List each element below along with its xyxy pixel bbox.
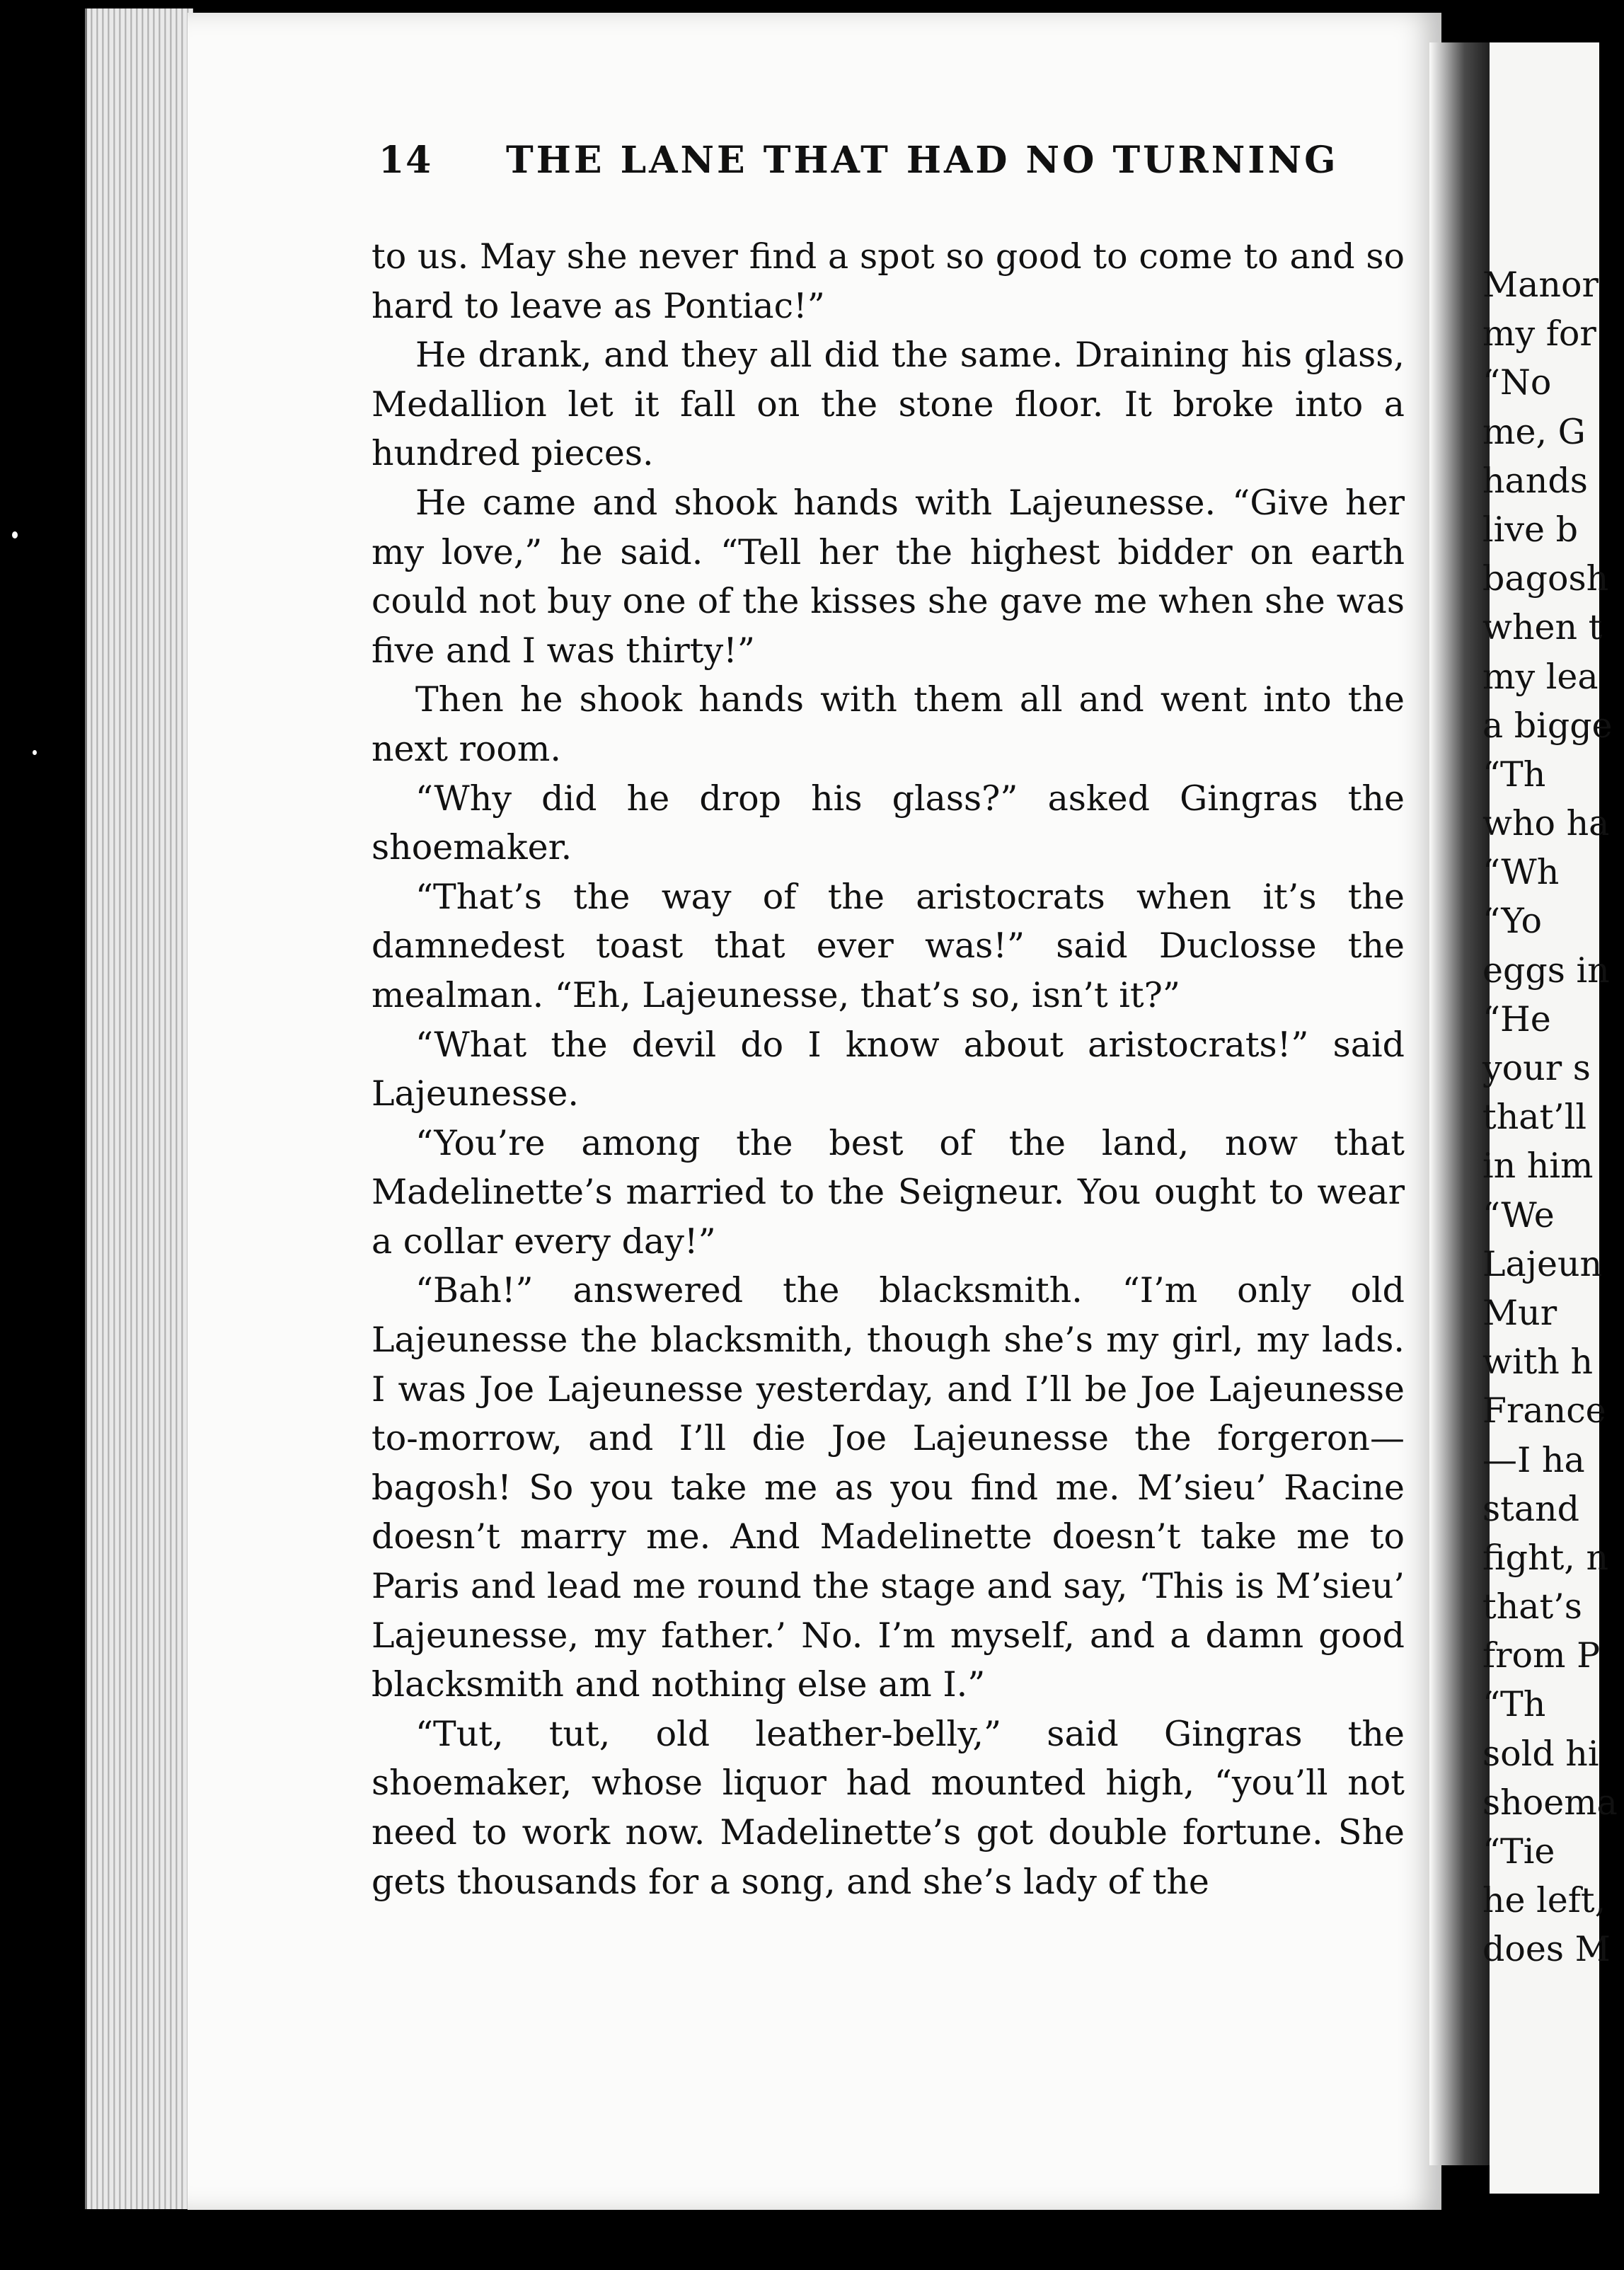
facing-page-line: Manor <box>1482 265 1599 305</box>
facing-page-line: bagosh <box>1482 558 1609 599</box>
running-title: THE LANE THAT HAD NO TURNING <box>506 139 1339 182</box>
paragraph: “That’s the way of the aristocrats when it’s the damnedest toast that ever was!” said Duclosse the mealman. “Eh, Lajeunesse, that’s so, isn’t it?” <box>372 876 1405 1015</box>
facing-page-line: “Yo <box>1482 901 1543 942</box>
facing-page-line: eggs in <box>1482 950 1610 991</box>
facing-page-line: a bigge <box>1482 705 1613 746</box>
facing-page-line: “He <box>1482 998 1551 1039</box>
facing-page-line: Mur <box>1482 1292 1557 1333</box>
paragraph: He drank, and they all did the same. Draining his glass, Medallion let it fall on the stone floor. It broke into a hundred pieces. <box>372 335 1405 474</box>
facing-page-line: France <box>1482 1390 1606 1431</box>
facing-page-line: from P <box>1482 1635 1601 1676</box>
facing-page-line: —I ha <box>1482 1439 1585 1480</box>
facing-page-line: he left, <box>1482 1880 1606 1921</box>
facing-page-line: “We <box>1482 1194 1555 1235</box>
facing-page-line: in him <box>1482 1146 1594 1187</box>
page-edges <box>85 8 193 2209</box>
facing-page-line: stand <box>1482 1488 1579 1529</box>
facing-page-line: sold hi <box>1482 1733 1599 1774</box>
facing-page-line: hands <box>1482 460 1588 501</box>
paragraph: “Tut, tut, old leather-belly,” said Gingras the shoemaker, whose liquor had mounted high, “you’ll not need to work now. Madelinette’s got double fortune. She gets thousands for a song, and she’s lady of the <box>372 1713 1405 1902</box>
facing-page-line: Lajeun <box>1482 1243 1603 1284</box>
page-number: 14 <box>379 139 433 182</box>
facing-page-text <box>1482 260 1624 1974</box>
facing-page-line: fight, n <box>1482 1537 1609 1578</box>
dust-speck <box>33 750 37 755</box>
facing-page-line: “Th <box>1482 754 1546 795</box>
paragraph: “Why did he drop his glass?” asked Gingras the shoemaker. <box>372 778 1405 868</box>
facing-page-line: “Tie <box>1482 1831 1555 1872</box>
facing-page-line: “Th <box>1482 1684 1546 1725</box>
facing-page-line: your s <box>1482 1048 1591 1088</box>
paragraph: Then he shook hands with them all and went into the next room. <box>372 679 1405 769</box>
facing-page-line: me, G <box>1482 411 1586 452</box>
facing-page-line: who ha <box>1482 803 1610 844</box>
facing-page-line: live b <box>1482 509 1578 550</box>
facing-page-line: with h <box>1482 1342 1593 1383</box>
paragraph: He came and shook hands with Lajeunesse. “Give her my love,” he said. “Tell her the highest bidder on earth could not buy one of the kisses she gave me when she was five and I was thirty!” <box>372 482 1405 671</box>
facing-page-line: “No <box>1482 362 1552 403</box>
facing-page-line: “Wh <box>1482 852 1560 893</box>
dust-speck <box>12 531 18 538</box>
paragraph: “Bah!” answered the blacksmith. “I’m only old Lajeunesse the blacksmith, though she’s my girl, my lads. I was Joe Lajeunesse yesterday, and I’ll be Joe Lajeunesse to-morrow, and I’ll die Joe Lajeunesse the forgeron—bagosh! So you take me as you find me. M’sieu’ Racine doesn’t marry me. And Madelinette doesn’t take me to Paris and lead me round the stage and say, ‘This is M’sieu’ Lajeunesse, my father.’ No. I’m myself, and a damn good blacksmith and nothing else am I.” <box>372 1270 1405 1705</box>
facing-page-line: my for <box>1482 313 1596 355</box>
paragraph: “You’re among the best of the land, now that Madelinette’s married to the Seigneur. You ought to wear a collar every day!” <box>372 1122 1405 1262</box>
facing-page-line: when t <box>1482 607 1603 648</box>
paragraph: to us. May she never find a spot so good to come to and so hard to leave as Pontiac!” <box>372 236 1405 326</box>
facing-page-line: my lea <box>1482 656 1599 697</box>
page-header <box>379 139 1339 182</box>
body-text <box>372 232 1405 1906</box>
facing-page-line: does M <box>1482 1929 1611 1970</box>
facing-page-line: shoema <box>1482 1782 1618 1823</box>
paragraph: “What the devil do I know about aristocrats!” said Lajeunesse. <box>372 1024 1405 1114</box>
facing-page-line: that’ll <box>1482 1097 1587 1138</box>
facing-page-line: that’s <box>1482 1586 1582 1627</box>
